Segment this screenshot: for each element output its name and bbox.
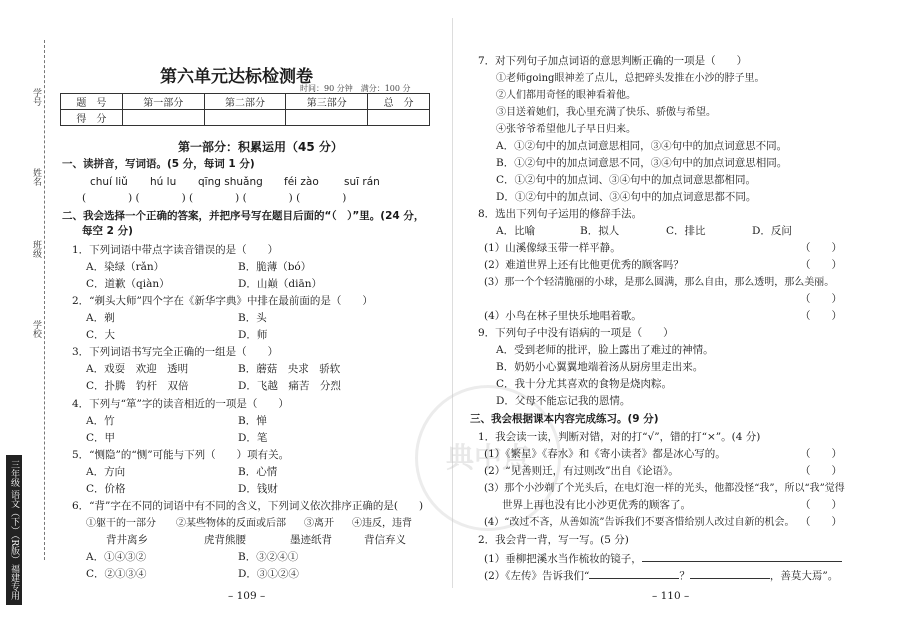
- q8-item-1: (1）山溪像绿玉带一样平静。: [484, 242, 621, 254]
- q6-def-3: ③离开: [304, 518, 334, 529]
- q5: 5．“恻隐”的“恻”可能与下列（ ）项有关。: [72, 449, 290, 461]
- s3-q1-answer-2[interactable]: （ ）: [800, 465, 842, 477]
- q8-item-2: (2）难道世界上还有比他更优秀的顾客吗？: [484, 259, 684, 271]
- s3-q2-item-2-text-a: (2）《左传》告诉我们“: [484, 570, 590, 582]
- q6-def-1: ①躯干的一部分: [86, 518, 156, 529]
- q5-option-c[interactable]: C．价格: [86, 483, 126, 495]
- fill-blank-2[interactable]: [589, 568, 679, 579]
- q2: 2．“剃头大师”四个字在《新华字典》中排在最前面的是（ ）: [72, 295, 373, 307]
- label-name: 姓名: [31, 168, 41, 186]
- score-header-cell: 总 分: [368, 94, 430, 110]
- label-school: 学校: [31, 320, 41, 338]
- s3-q1-item-4: (4）“改过不吝，从善如流”告诉我们不要吝惜给别人改过自新的机会。: [484, 517, 795, 528]
- page-number-left: – 109 –: [228, 590, 266, 602]
- pinyin-4: féi zào: [284, 176, 319, 188]
- q7-option-d[interactable]: D．①②句中的加点词、③④句中的加点词意思都不同。: [496, 191, 757, 203]
- q6-word-4: 背信弃义: [364, 534, 406, 546]
- score-cell[interactable]: [122, 110, 204, 126]
- q7-option-b[interactable]: B．①②句中的加点词意思不同，③④句中的加点词意思相同。: [496, 157, 788, 169]
- s3-q1-answer-1[interactable]: （ ）: [800, 448, 842, 460]
- pinyin-2: hú lu: [150, 176, 177, 188]
- q6-word-2: 虎背熊腰: [204, 534, 246, 546]
- score-header-cell: 第一部分: [122, 94, 204, 110]
- s3-q2-item-1: [484, 551, 842, 566]
- q6-def-4: ④违反，违背: [352, 518, 412, 529]
- pinyin-1: chuí liǔ: [90, 176, 128, 188]
- score-header-cell: 题 号: [61, 94, 123, 110]
- binding-strip: [0, 0, 52, 620]
- q9-option-a[interactable]: A．受到老师的批评，脸上露出了难过的神情。: [496, 344, 714, 356]
- s3-q1-item-3-cont: 世界上再也没有比小沙更优秀的顾客了。: [502, 499, 691, 511]
- section-3-heading: 三、我会根据课本内容完成练习。(9 分): [470, 413, 659, 425]
- q2-option-d[interactable]: D．师: [238, 329, 268, 341]
- q7-item-4: ④张爷爷希望他儿子早日归来。: [496, 124, 636, 135]
- q8-option-b: B．拟人: [580, 225, 620, 237]
- q7-option-c[interactable]: C．①②句中的加点词、③④句中的加点词意思都相同。: [496, 174, 757, 186]
- s3-q1-item-1: (1）《繁星》《春水》和《寄小读者》都是冰心写的。: [484, 448, 726, 460]
- q5-option-a[interactable]: A．方向: [86, 466, 126, 478]
- section-2-heading-cont: 每空 2 分): [82, 225, 133, 237]
- q8: 8．选出下列句子运用的修辞手法。: [478, 208, 643, 220]
- s3-q1: 1．我会读一读，判断对错，对的打“√”，错的打“×”。(4 分): [478, 431, 761, 443]
- q6-word-3: 墨迹纸背: [290, 534, 332, 546]
- q8-option-d: D．反问: [752, 225, 792, 237]
- q8-option-c: C．排比: [666, 225, 706, 237]
- s3-q2-item-2: [484, 568, 838, 583]
- q3-option-c[interactable]: C．扑腾 钓杆 双倍: [86, 380, 189, 392]
- score-cell[interactable]: [368, 110, 430, 126]
- q9: 9．下列句子中没有语病的一项是（ ）: [478, 327, 674, 339]
- q4: 4．下列与“箪”字的读音相近的一项是（ ）: [72, 398, 289, 410]
- q6-option-d[interactable]: D．③①②④: [238, 568, 299, 580]
- label-class: 班级: [31, 240, 41, 258]
- q3-option-b[interactable]: B．蘑菇 央求 骄软: [238, 363, 341, 375]
- q5-option-d[interactable]: D．钱财: [238, 483, 278, 495]
- q9-option-b[interactable]: B．奶奶小心翼翼地端着汤从厨房里走出来。: [496, 361, 704, 373]
- q6-option-a[interactable]: A．①④③②: [86, 551, 147, 563]
- s3-q1-answer-3[interactable]: （ ）: [800, 499, 842, 511]
- q6: 6．“背”字在不同的词语中有不同的含义，下列词义依次排序正确的是( ): [72, 500, 424, 512]
- q4-option-b[interactable]: B．惮: [238, 415, 267, 427]
- score-header-cell: 第二部分: [204, 94, 286, 110]
- cut-line: [44, 40, 45, 560]
- q3-option-a[interactable]: A．戏耍 欢迎 透明: [86, 363, 189, 375]
- q8-answer-4[interactable]: （ ）: [800, 310, 842, 322]
- score-cell[interactable]: [204, 110, 286, 126]
- q8-item-4: (4）小鸟在林子里快乐地唱着歌。: [484, 310, 642, 322]
- q8-item-3: (3）那一个个轻清脆丽的小球，是那么圆满，那么自由，那么透明，那么美丽。: [484, 277, 835, 288]
- q6-option-b[interactable]: B．③②④①: [238, 551, 299, 563]
- q7-item-1: ①老师going眼神差了点儿，总把碎头发推在小沙的脖子里。: [496, 73, 765, 84]
- score-header-cell: 第三部分: [286, 94, 368, 110]
- page-title: 第六单元达标检测卷: [160, 67, 313, 87]
- q7: 7．对下列句子加点词语的意思判断正确的一项是（ ）: [478, 55, 748, 67]
- label-student-no: 学号: [31, 88, 41, 106]
- pinyin-3: qīng shuǎng: [198, 176, 263, 188]
- pinyin-5: suī rán: [344, 176, 380, 188]
- s3-q2-item-2-text-c: ，善莫大焉”。: [769, 570, 839, 582]
- section-2-heading: 二、我会选择一个正确的答案，并把序号写在题目后面的“（ ）”里。(24 分，: [62, 210, 425, 222]
- q1-option-b[interactable]: B．脆薄（bó）: [238, 261, 312, 273]
- q3: 3．下列词语书写完全正确的一组是（ ）: [72, 346, 279, 358]
- q8-answer-2[interactable]: （ ）: [800, 259, 842, 271]
- q6-word-1: 背井离乡: [106, 534, 148, 546]
- q6-def-2: ②某些物体的反面或后部: [176, 518, 286, 529]
- q5-option-b[interactable]: B．心情: [238, 466, 278, 478]
- q1: 1．下列词语中带点字读音错误的是（ ）: [72, 244, 279, 256]
- q4-option-a[interactable]: A．竹: [86, 415, 115, 427]
- q8-answer-1[interactable]: （ ）: [800, 242, 842, 254]
- q2-option-c[interactable]: C．大: [86, 329, 116, 341]
- score-row-label: 得 分: [61, 110, 123, 126]
- q1-option-c[interactable]: C．道歉（qiàn）: [86, 278, 170, 290]
- s3-q2-item-1-text: (1）垂柳把溪水当作梳妆的镜子，: [484, 553, 642, 565]
- brand-label: 三年级 语文（下）（R版）福建专用: [6, 455, 22, 605]
- q2-option-b[interactable]: B．头: [238, 312, 267, 324]
- s3-q1-item-3: (3）那个小沙剃了个光头后，在电灯泡一样的光头，他都没怪“我”，所以“我”觉得: [484, 483, 845, 494]
- s3-q1-item-2: (2）“见善则迁，有过则改”出自《论语》。: [484, 465, 679, 477]
- page-number-right: – 110 –: [652, 590, 690, 602]
- q1-option-a[interactable]: A．染绿（rǎn）: [86, 261, 165, 273]
- s3-q1-answer-4[interactable]: （ ）: [800, 516, 842, 528]
- watermark-logo: 典中点: [415, 385, 561, 531]
- q2-option-a[interactable]: A．剃: [86, 312, 115, 324]
- q4-option-c[interactable]: C．甲: [86, 432, 116, 444]
- q8-option-a: A．比喻: [496, 225, 536, 237]
- fill-blank-3[interactable]: [690, 568, 770, 579]
- q7-option-a[interactable]: A．①②句中的加点词意思相同，③④句中的加点词意思不同。: [496, 140, 788, 152]
- q1-option-d[interactable]: D．山巅（diān）: [238, 278, 323, 290]
- q9-option-c[interactable]: C．我十分尤其喜欢的食物是烧肉粽。: [496, 378, 673, 390]
- q3-option-d[interactable]: D．飞越 痛苦 分烈: [238, 380, 341, 392]
- exam-meta: 时间：90 分钟 满分：100 分: [300, 84, 411, 93]
- s3-q2: 2．我会背一背，写一写。(5 分): [478, 534, 629, 546]
- score-table: [60, 93, 430, 126]
- q6-option-c[interactable]: C．②①③④: [86, 568, 147, 580]
- q7-item-2: ②人们都用奇怪的眼神看着他。: [496, 90, 636, 101]
- q4-option-d[interactable]: D．笔: [238, 432, 268, 444]
- section-1-heading: 一、读拼音，写词语。(5 分，每词 1 分): [62, 158, 255, 170]
- part-title: 第一部分：积累运用（45 分）: [178, 140, 343, 154]
- s3-q2-item-2-text-b: ？: [679, 570, 690, 582]
- q8-answer-3[interactable]: （ ）: [800, 293, 842, 305]
- q9-option-d[interactable]: D．父母不能忘记我的恩情。: [496, 395, 631, 407]
- q7-item-3: ③目送着她们，我心里充满了快乐、骄傲与希望。: [496, 107, 716, 118]
- score-cell[interactable]: [286, 110, 368, 126]
- fill-blank-1[interactable]: [642, 551, 842, 562]
- answer-brackets[interactable]: ( ) ( ) ( ) ( ) ( ): [82, 192, 347, 204]
